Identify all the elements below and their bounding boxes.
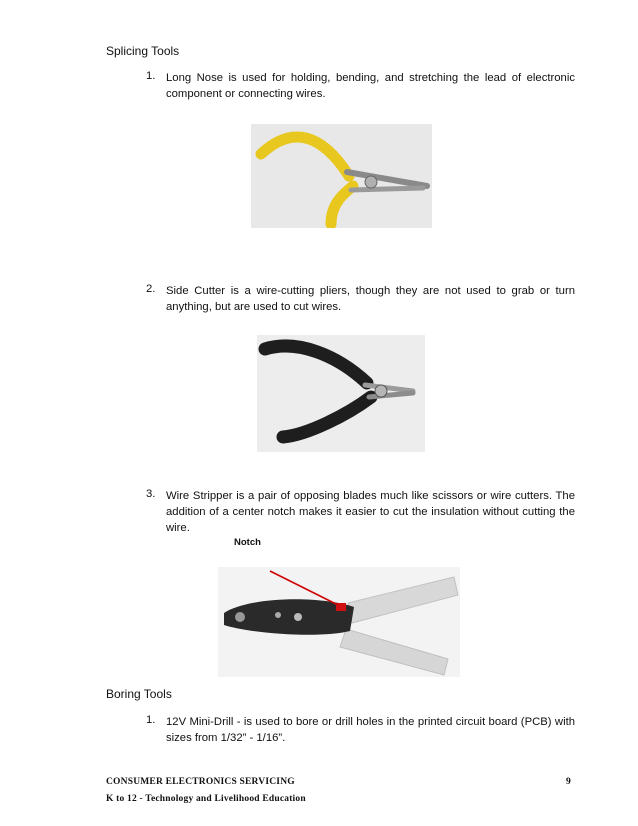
- footer-title: CONSUMER ELECTRONICS SERVICING: [106, 777, 295, 787]
- item-number: 2.: [146, 283, 156, 295]
- side-cutter-image: [257, 335, 425, 452]
- notch-label: Notch: [234, 537, 261, 548]
- section-title-splicing: Splicing Tools: [106, 44, 180, 58]
- footer-subtitle: K to 12 - Technology and Livelihood Education: [106, 794, 306, 804]
- item-number: 3.: [146, 488, 156, 500]
- list-item-long-nose: Long Nose is used for holding, bending, and stretching the lead of electronic component or connecting wires.: [166, 72, 575, 100]
- item-number: 1.: [146, 714, 156, 726]
- long-nose-pliers-image: [251, 124, 432, 228]
- page-number: 9: [566, 777, 571, 787]
- section-title-boring: Boring Tools: [106, 687, 172, 701]
- wire-stripper-image: [218, 567, 460, 677]
- list-item-mini-drill: 12V Mini-Drill - is used to bore or drill holes in the printed circuit board (PCB) with sizes from 1/32” - 1/16”.: [166, 716, 575, 744]
- item-number: 1.: [146, 70, 156, 82]
- list-item-wire-stripper: Wire Stripper is a pair of opposing blades much like scissors or wire cutters. The addition of a center notch makes it easier to cut the insulation without cutting the wire.: [166, 490, 575, 534]
- list-item-side-cutter: Side Cutter is a wire-cutting pliers, though they are not used to grab or turn anything, but are used to cut wires.: [166, 285, 575, 313]
